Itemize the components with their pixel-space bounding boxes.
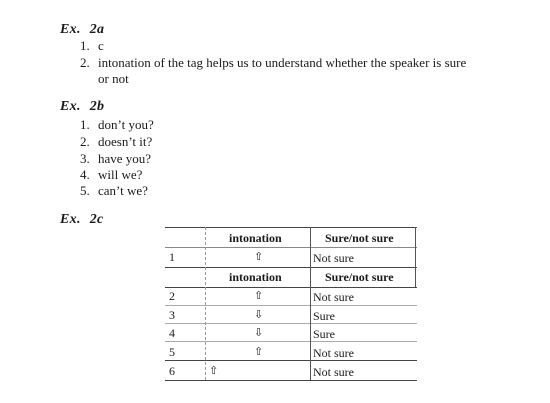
ex-2b-item-5 xyxy=(80,183,148,199)
down-arrow-icon: ⇩ xyxy=(254,326,264,339)
table-answer: Sure xyxy=(313,327,335,341)
ex-2a-heading xyxy=(60,22,104,38)
table-answer: Not sure xyxy=(313,251,354,265)
table-border-right xyxy=(415,267,416,287)
table-row-number: 6 xyxy=(169,364,175,378)
table-col-divider xyxy=(205,227,206,380)
item-number: 4. xyxy=(80,167,90,182)
ex-2a-label: Ex. xyxy=(60,22,81,37)
table-rule xyxy=(165,341,417,342)
table-answer: Not sure xyxy=(313,346,354,360)
table-answer: Not sure xyxy=(313,290,354,304)
table-header-intonation: intonation xyxy=(229,270,282,284)
table-rule xyxy=(165,360,417,361)
item-text: can’t we? xyxy=(98,183,148,198)
up-arrow-icon: ⇧ xyxy=(209,364,219,377)
ex-2b-item-3 xyxy=(80,151,151,167)
table-answer: Sure xyxy=(313,309,335,323)
table-header-sure: Sure/not sure xyxy=(325,270,394,284)
ex-2b-code: 2b xyxy=(89,99,105,114)
item-number: 5. xyxy=(80,183,90,198)
table-col-divider xyxy=(310,227,311,380)
ex-2c-heading xyxy=(60,212,104,228)
ex-2c-label: Ex. xyxy=(60,212,81,227)
up-arrow-icon: ⇧ xyxy=(254,289,264,302)
ex-2a-item-1 xyxy=(80,38,104,54)
table-rule xyxy=(165,287,417,288)
item-text: intonation of the tag helps us to understand whether the speaker is sure xyxy=(98,55,467,70)
table-border-bottom xyxy=(165,380,417,381)
item-number: 2. xyxy=(80,134,90,149)
table-rule xyxy=(165,305,417,306)
up-arrow-icon: ⇧ xyxy=(254,345,264,358)
table-header-intonation: intonation xyxy=(229,231,282,245)
table-rule xyxy=(165,247,417,248)
item-number: 2. xyxy=(80,55,90,70)
table-rule xyxy=(165,267,417,268)
ex-2b-item-2 xyxy=(80,134,152,150)
ex-2a-item-2 xyxy=(80,55,466,71)
table-row-number: 5 xyxy=(169,345,175,359)
table-border-right xyxy=(415,227,416,267)
ex-2b-heading xyxy=(60,99,104,115)
ex-2b-item-1 xyxy=(80,117,154,133)
intonation-table xyxy=(165,227,417,382)
item-text: don’t you? xyxy=(98,117,154,132)
ex-2c-code: 2c xyxy=(89,212,104,227)
item-text: doesn’t it? xyxy=(98,134,153,149)
item-number: 3. xyxy=(80,151,90,166)
ex-2b-item-4 xyxy=(80,167,142,183)
item-text: have you? xyxy=(98,151,152,166)
table-rule xyxy=(165,323,417,324)
ex-2a-item-2-continued xyxy=(98,71,129,87)
table-row-number: 2 xyxy=(169,289,175,303)
item-number: 1. xyxy=(80,38,90,53)
item-text: c xyxy=(98,38,104,53)
ex-2a-code: 2a xyxy=(89,22,105,37)
item-number: 1. xyxy=(80,117,90,132)
down-arrow-icon: ⇩ xyxy=(254,308,264,321)
table-header-sure: Sure/not sure xyxy=(325,231,394,245)
table-row-number: 3 xyxy=(169,308,175,322)
item-text-continued: or not xyxy=(98,71,129,86)
table-row-number: 4 xyxy=(169,326,175,340)
ex-2b-label: Ex. xyxy=(60,99,81,114)
up-arrow-icon: ⇧ xyxy=(254,250,264,263)
table-border-top xyxy=(165,227,417,228)
item-text: will we? xyxy=(98,167,143,182)
table-answer: Not sure xyxy=(313,365,354,379)
table-row-number: 1 xyxy=(169,250,175,264)
